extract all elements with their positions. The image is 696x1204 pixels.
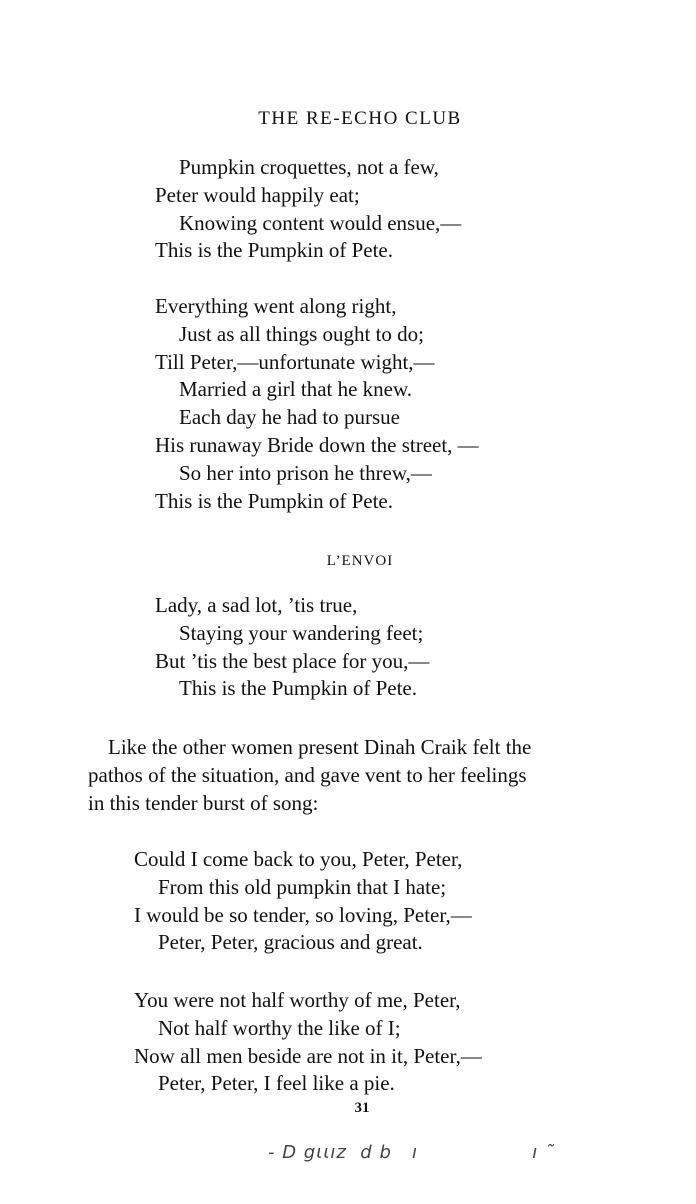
verse-line: This is the Pumpkin of Pete. xyxy=(179,676,417,701)
verse-line: Peter, Peter, I feel like a pie. xyxy=(158,1071,395,1096)
verse-line: Lady, a sad lot, ’tis true, xyxy=(155,593,358,617)
verse-line: I would be so tender, so loving, Peter,— xyxy=(134,902,472,927)
running-head: THE RE-ECHO CLUB xyxy=(258,108,462,129)
verse-line: So her into prison he threw,— xyxy=(179,460,432,485)
verse-line: From this old pumpkin that I hate; xyxy=(158,874,447,899)
verse-line: Married a girl that he knew. xyxy=(179,377,413,402)
verse-line: Just as all things ought to do; xyxy=(179,321,425,346)
prose-line: Like the other women present Dinah Craik felt the xyxy=(108,735,532,759)
verse-line: Peter would happily eat; xyxy=(155,182,360,207)
verse-line: His runaway Bride down the street, — xyxy=(155,432,479,457)
verse-line: You were not half worthy of me, Peter, xyxy=(134,988,461,1012)
verse-line: Could I come back to you, Peter, Peter, xyxy=(134,847,463,871)
verse-line: But ’tis the best place for you,— xyxy=(155,648,430,673)
verse-line: This is the Pumpkin of Pete. xyxy=(155,238,393,263)
prose-line: pathos of the situation, and gave vent to her feelings xyxy=(88,763,527,787)
verse-line: Each day he had to pursue xyxy=(179,405,401,430)
verse-line: Knowing content would ensue,— xyxy=(179,210,462,235)
song-stanza-2 xyxy=(134,987,482,1098)
verse-line: Pumpkin croquettes, not a few, xyxy=(179,155,439,179)
envoi-heading: L’ENVOI xyxy=(326,553,394,569)
envoi-stanza xyxy=(155,592,429,703)
verse-line: Till Peter,—unfortunate wight,— xyxy=(155,349,435,374)
poem-stanza-2 xyxy=(155,293,479,515)
song-stanza-1 xyxy=(134,846,472,957)
page-number: 31 xyxy=(354,1100,370,1116)
verse-line: Everything went along right, xyxy=(155,294,397,318)
verse-line: Staying your wandering feet; xyxy=(179,620,424,645)
digitizer-watermark: - D gιιız d b ı ı ˜ xyxy=(268,1142,556,1163)
prose-paragraph xyxy=(88,733,643,817)
verse-line: Peter, Peter, gracious and great. xyxy=(158,930,423,955)
verse-line: This is the Pumpkin of Pete. xyxy=(155,488,393,513)
prose-line: in this tender burst of song: xyxy=(88,791,319,815)
verse-line: Now all men beside are not in it, Peter,— xyxy=(134,1043,482,1068)
poem-stanza-1 xyxy=(155,154,461,265)
verse-line: Not half worthy the like of I; xyxy=(158,1015,401,1040)
